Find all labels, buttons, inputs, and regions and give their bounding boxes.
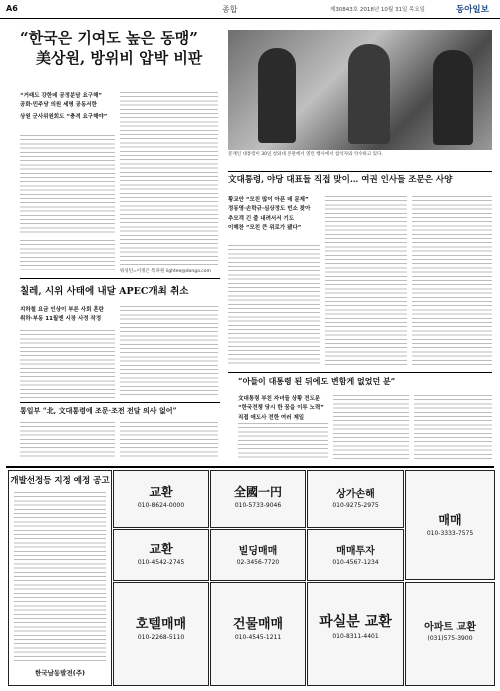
classified-ad-5 [210,529,306,581]
notice-company: 한국남동발전(주) [35,669,85,677]
ad-5-title: 빌딩매매 [238,546,278,557]
ad-9-title: 파실분 교환 [319,614,392,630]
quote-deck-3: 직접 애도사 전한 여러 제일 [238,414,305,421]
notice-body [14,492,106,662]
section-name: 종합 [222,5,238,14]
ad-11-phone: (031)575-3900 [427,635,473,642]
ad-2-title: 全國一円 [233,485,282,499]
main-subhead-3: 상원 군사위원회도 “충격 요구해야” [20,113,108,120]
ad-6-phone: 010-4567-1234 [332,559,379,566]
ad-7-phone: 010-2268-5110 [137,634,185,641]
page-number: A6 [6,4,18,13]
ad-9-phone: 010-8311-4401 [332,633,379,640]
quote-body-col-3 [414,395,492,460]
ad-1-phone: 010-8624-0000 [137,502,185,509]
feature-body-col-1 [228,245,320,367]
classified-ad-8 [210,582,306,686]
dateline: 제30843호 2018년 10월 31일 목요일 [330,7,425,13]
quote-deck-1: 文대통령 부친 자녀들 상황 전도문 [238,396,321,402]
nk-body-col-2 [120,422,218,460]
nk-headline: 통일부 “北, 文대통령에 조문·조전 전달 의사 없어” [20,406,177,415]
public-notice-ad [8,470,112,686]
apec-headline: 칠레, 시위 사태에 내달 APEC개최 취소 [20,286,189,297]
main-body-col-1b [20,240,115,270]
ad-10-title: 매매 [438,513,462,527]
ad-1-title: 교환 [149,485,173,499]
main-headline-1: “한국은 기여도 높은 동맹” [20,29,198,47]
main-byline: 워싱턴=이정은 특파원 lightee@donga.com [120,269,211,274]
quote-headline: “아들이 대통령 된 뒤에도 변함게 없었던 분” [238,376,396,386]
feature-body-col-2 [325,196,407,367]
ad-7-title: 호텔매매 [135,617,187,632]
main-headline-2: 美상원, 방위비 압박 비판 [36,49,203,67]
notice-title: 개발선정등 지정 예정 공고 [10,476,110,486]
classified-ad-1 [113,470,209,528]
person-silhouette-center [348,44,390,144]
ad-6-title: 매매투자 [336,546,375,557]
ad-8-phone: 010-4545-1211 [234,634,282,641]
quote-body-col-2 [333,395,409,460]
main-body-col-2 [120,92,218,267]
ad-2-phone: 010-5733-9046 [234,502,282,509]
classified-ad-7 [113,582,209,686]
person-silhouette-left [258,48,296,143]
main-subhead-2: 공화·민주당 의원 세명 공동서한 [20,101,97,108]
classified-ad-10 [405,470,495,580]
feature-body-col-3 [412,196,492,367]
quote-deck-2: “한국전쟁 당시 한 꿈을 이루 노력” [238,405,324,412]
feature-deck-3: 추모객 긴 줄 내려서서 기도 [228,215,295,222]
feature-deck-1: 황교안 “모친 많이 아픈 데 문제” [228,197,309,203]
ad-3-title: 상가손해 [336,489,375,500]
ad-8-title: 건물매매 [232,617,284,632]
person-silhouette-right [433,50,473,145]
ad-10-phone: 010-3333-7575 [426,530,474,537]
classified-ad-3 [307,470,404,528]
ad-4-phone: 010-4542-2745 [137,559,185,566]
classified-ad-9 [307,582,404,686]
classified-ad-2 [210,470,306,528]
apec-deck-2: 취하·부동 11월엔 시장 사정 작정 [20,316,102,323]
apec-body-col-1 [20,330,115,398]
classified-ad-11 [405,582,495,686]
ad-11-title: 아파트 교환 [424,622,476,633]
apec-body-col-2 [120,306,218,398]
feature-headline: 文대통령, 야당 대표들 직접 맞이… 여권 인사들 조문은 사양 [228,175,453,185]
feature-deck-4: 이해찬 “모친 큰 위로가 됐다” [228,225,302,232]
ad-3-phone: 010-9275-2975 [332,502,379,509]
apec-deck-1: 지하철 요금 인상이 부른 사회 혼란 [20,307,104,313]
main-subhead-1: “거래도 강한데 공정분담 요구해” [20,93,103,99]
ad-5-phone: 02-3456-7720 [236,559,280,566]
quote-body-col-1 [238,423,328,460]
page-header [0,0,500,19]
photo-caption: 문재인 대통령이 30일 청와대 본관에서 열린 행사에서 참석자와 악수하고 있다. [228,152,383,157]
classified-ad-4 [113,529,209,581]
nk-body-col-1 [20,422,115,460]
feature-deck-2: 정동영·손학규·심상정도 빈소 찾아 [228,206,311,213]
ad-4-title: 교환 [149,542,173,556]
newspaper-logo: 동아일보 [456,5,489,15]
classified-ad-6 [307,529,404,581]
main-body-col-1 [20,135,115,235]
news-photo [228,30,492,150]
